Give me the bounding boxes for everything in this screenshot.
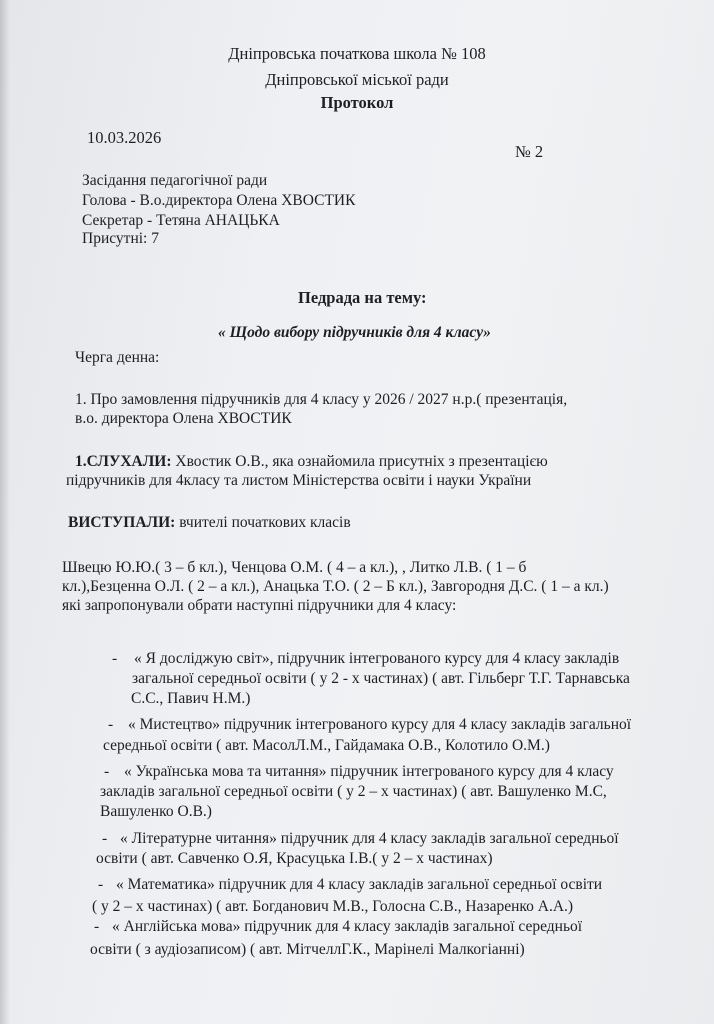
heard-label: 1.СЛУХАЛИ:	[75, 453, 172, 470]
spoke-label: ВИСТУПАЛИ:	[68, 514, 176, 531]
list-dash: -	[104, 763, 110, 780]
textbook-line: « Я досліджую світ», підручник інтегрованого курсу для 4 класу закладів	[134, 650, 620, 667]
textbook-line: освіти ( з аудіозаписом) ( авт. МітчеллГ.К., Марінелі Малкогіанні)	[90, 941, 525, 958]
list-dash: -	[102, 830, 108, 847]
teachers-line-1: Швецю Ю.Ю.( 3 – б кл.), Ченцова О.М. ( 4 – а кл.), , Литко Л.В. ( 1 – б	[62, 559, 527, 576]
textbook-line: « Математика» підручник для 4 класу закладів загальної середньої освіти	[116, 876, 603, 893]
page-edge-shadow	[0, 0, 10, 1024]
meeting-title: Засідання педагогічної ради	[82, 172, 268, 189]
spoke-line	[68, 514, 351, 532]
present-line: Присутні: 7	[82, 230, 159, 247]
secretary-line: Секретар - Тетяна АНАЦЬКА	[82, 212, 280, 229]
textbook-line: С.С., Павич Н.М.)	[131, 690, 251, 707]
textbook-line: « Мистецтво» підручник інтегрованого курсу для 4 класу закладів загальної	[128, 716, 632, 733]
protocol-number: № 2	[515, 142, 544, 161]
textbook-line: Вашуленко О.В.)	[100, 803, 212, 820]
teachers-line-2: кл.),Безценна О.Л. ( 2 – а кл.), Анацька Т.О. ( 2 – Б кл.), Завгородня Д.С. ( 1 – а кл.)	[62, 578, 609, 595]
textbook-line: « Українська мова та читання» підручник інтегрованого курсу для 4 класу	[124, 763, 614, 780]
document-type: Протокол	[320, 93, 394, 112]
list-dash: -	[112, 650, 118, 667]
agenda-item-1: 1. Про замовлення підручників для 4 класу у 2026 / 2027 н.р.( презентація,	[75, 391, 568, 408]
teachers-line-3: які запропонували обрати наступні підручники для 4 класу:	[62, 597, 457, 614]
protocol-date: 10.03.2026	[87, 128, 162, 147]
heard-line-2: підручників для 4класу та листом Міністерства освіти і науки України	[66, 472, 532, 489]
textbook-line: « Літературне читання» підручник для 4 класу закладів загальної середньої	[120, 830, 619, 847]
textbook-line: середньої освіти ( авт. МасолЛ.М., Гайдамака О.В., Колотило О.М.)	[103, 737, 550, 754]
textbook-line: « Англійська мова» підручник для 4 класу закладів загальної середньої	[112, 918, 583, 935]
spoke-text: вчителі початкових класів	[175, 514, 351, 531]
agenda-item-1-speaker: в.о. директора Олена ХВОСТИК	[75, 410, 292, 427]
textbook-line: освіти ( авт. Савченко О.Я, Красуцька І.В.( у 2 – х частинах)	[96, 850, 493, 867]
heard-text: Хвостик О.В., яка ознайомила присутніх з презентацією	[171, 453, 548, 470]
topic-title: « Щодо вибору підручників для 4 класу»	[218, 324, 491, 341]
textbook-line: ( у 2 – х частинах) ( авт. Богданович М.В., Голосна С.В., Назаренко А.А.)	[92, 898, 574, 915]
school-name: Дніпровська початкова школа № 108	[228, 44, 486, 63]
topic-heading: Педрада на тему:	[298, 288, 427, 307]
city-council: Дніпровської міської ради	[265, 70, 449, 89]
heard-line-1	[75, 453, 548, 471]
list-dash: -	[108, 716, 114, 733]
list-dash: -	[94, 918, 100, 935]
agenda-label: Черга денна:	[75, 349, 160, 366]
textbook-line: закладів загальної середньої освіти ( у 2 – х частинах) ( авт. Вашуленко М.С,	[100, 783, 607, 800]
chair-line: Голова - В.о.директора Олена ХВОСТИК	[82, 192, 356, 209]
list-dash: -	[98, 876, 104, 893]
textbook-line: загальної середньої освіти ( у 2 - х частинах) ( авт. Гільберг Т.Г. Тарнавська	[132, 670, 630, 687]
